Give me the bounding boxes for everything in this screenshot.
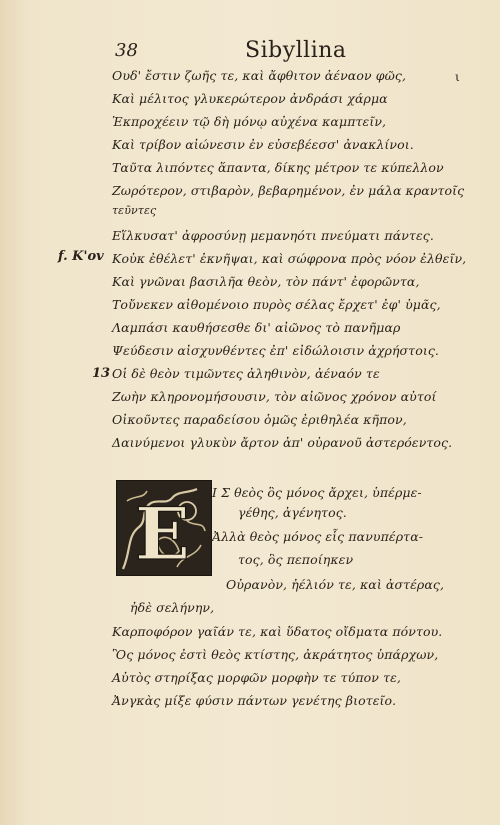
verse-line: Δαινύμενοι γλυκὺν ἄρτον ἀπ' οὐρανοῦ ἀστερόεντος. (112, 435, 453, 450)
verse-line: τος, ὃς πεποίηκεν (238, 552, 354, 567)
verse-line: Ι Σ θεὸς ὃς μόνος ἄρχει, ὑπέρμε- (212, 485, 422, 500)
verse-line: Καρποφόρον γαῖάν τε, καὶ ὕδατος οἴδματα πόντου. (112, 624, 443, 639)
verse-line: Ἀλλὰ θεὸς μόνος εἷς πανυπέρτα- (212, 529, 424, 544)
verse-line: Ὃς μόνος ἐστὶ θεὸς κτίστης, ἀκράτητος ὑπάρχων, (112, 647, 439, 662)
verse-line: Καὶ μέλιτος γλυκερώτερον ἀνδράσι χάρμα (112, 91, 388, 106)
page-number: 38 (115, 40, 138, 61)
verse-line: Ζωὴν κληρονομήσουσιν, τὸν αἰῶνος χρόνον αὐτοί (112, 389, 437, 404)
verse-line: Εἵλκυσατ' ἀφροσύνῃ μεμανηότι πνεύματι πάντες. (112, 228, 434, 243)
margin-note-f: f. K'ov (58, 249, 104, 264)
verse-line: Κοὐκ ἐθέλετ' ἐκνῆψαι, καὶ σώφρονα πρὸς νόον ἐλθεῖν, (112, 251, 467, 266)
margin-note-13: 13 (92, 366, 111, 381)
decorated-initial (116, 480, 212, 576)
verse-continuation: ἠδὲ σελήνην, (130, 600, 215, 615)
verse-line: Ζωρότερον, στιβαρὸν, βεβαρημένον, ἐν μάλα κραντοῖς (112, 183, 465, 198)
running-title: Sibyllina (245, 38, 347, 63)
initial-ornament-icon (117, 481, 211, 575)
verse-line: Ψεύδεσιν αἰσχυνθέντες ἐπ' εἰδώλοισιν ἀχρήστοις. (112, 343, 440, 358)
verse-line: Καὶ τρίβον αἰώνεσιν ἐν εὐσεβέεσσ' ἀνακλίνοι. (112, 137, 414, 152)
verse-line: Οἱ δὲ θεὸν τιμῶντες ἀληθινὸν, ἀέναόν τε (112, 366, 380, 381)
verse-line: Καὶ γνῶναι βασιλῆα θεὸν, τὸν πάντ' ἐφορῶντα, (112, 274, 420, 289)
verse-line: γέθης, ἀγένητος. (238, 505, 347, 520)
verse-continuation: τεῦντες (112, 204, 157, 217)
page-header (115, 40, 455, 66)
verse-line: Ἀνγκὰς μίξε φύσιν πάντων γενέτης βιοτεῖο. (112, 693, 397, 708)
verse-line: Ἐκπροχέειν τῷ δὴ μόνῳ αὐχένα καμπτεῖν, (112, 114, 387, 129)
verse-line: Λαμπάσι καυθήσεσθε δι' αἰῶνος τὸ πανῆμαρ (112, 320, 401, 335)
verse-line: Οὐρανὸν, ἠέλιόν τε, καὶ ἀστέρας, (226, 577, 445, 592)
verse-line: Τοὔνεκεν αἰθομένοιο πυρὸς σέλας ἔρχετ' ἐφ' ὑμᾶς, (112, 297, 441, 312)
marginal-mark: ι (455, 70, 460, 84)
verse-line: Ταῦτα λιπόντες ἅπαντα, δίκης μέτρον τε κύπελλον (112, 160, 444, 175)
verse-line: Οἰκοῦντες παραδείσου ὁμῶς ἐριθηλέα κῆπον, (112, 412, 407, 427)
verse-line: Ουδ' ἔστιν ζωῆς τε, καὶ ἄφθιτον ἀέναον φῶς, (112, 68, 407, 83)
initial-letter: E (135, 491, 190, 575)
verse-line: Αὐτὸς στηρίξας μορφῶν μορφὴν τε τύπον τε, (112, 670, 401, 685)
